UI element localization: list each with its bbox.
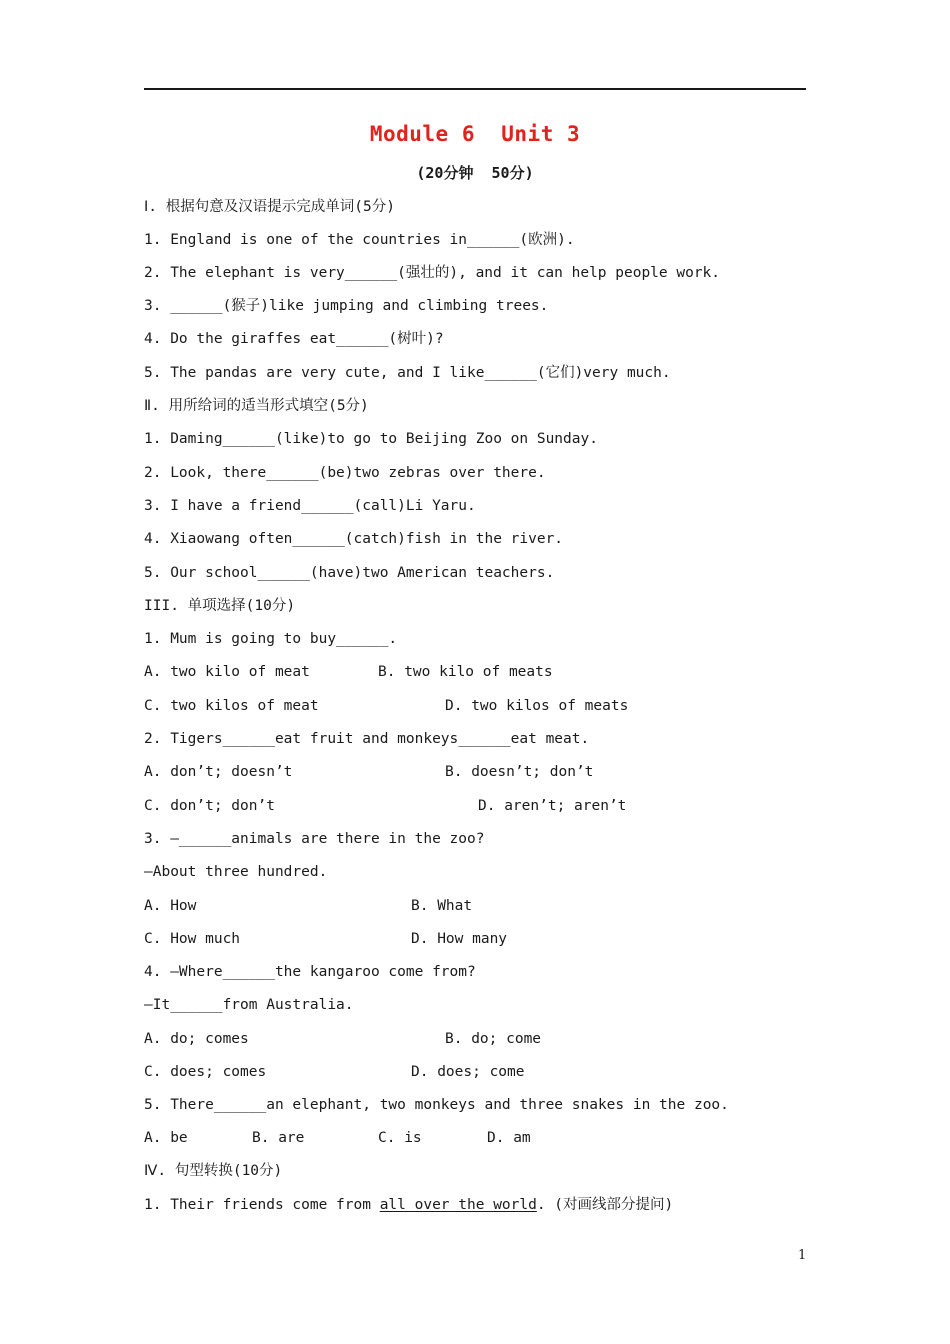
s3-q3-stem: 3. —______animals are there in the zoo? <box>144 831 485 847</box>
s3-q3-option-d: D. How many <box>411 931 508 947</box>
s4-item-1-suffix: . (对画线部分提问) <box>536 1197 674 1213</box>
section-3-heading: III. 单项选择(10分) <box>144 598 296 614</box>
s3-q2-option-c: C. don’t; don’t <box>144 798 275 814</box>
s3-q3-option-c: C. How much <box>144 931 241 947</box>
page-number: 1 <box>798 1248 807 1263</box>
s2-item-1: 1. Daming______(like)to go to Beijing Zoo on Sunday. <box>144 431 598 447</box>
s3-q2-option-d: D. aren’t; aren’t <box>478 798 627 814</box>
s2-item-2: 2. Look, there______(be)two zebras over there. <box>144 465 546 481</box>
s3-q1-option-c: C. two kilos of meat <box>144 698 319 714</box>
s3-q5-option-b: B. are <box>252 1130 305 1146</box>
s2-item-4: 4. Xiaowang often______(catch)fish in the river. <box>144 531 564 547</box>
section-1-heading: Ⅰ. 根据句意及汉语提示完成单词(5分) <box>144 199 395 215</box>
s3-q1-option-a: A. two kilo of meat <box>144 664 310 680</box>
s3-q1-stem: 1. Mum is going to buy______. <box>144 631 398 647</box>
s3-q4-option-d: D. does; come <box>411 1064 525 1080</box>
page-title: Module 6 Unit 3 <box>369 122 581 146</box>
s4-item-1-underlined: all over the world <box>379 1197 537 1213</box>
s4-item-1 <box>144 1195 673 1215</box>
section-4-heading: Ⅳ. 句型转换(10分) <box>144 1163 283 1179</box>
s3-q3-option-b: B. What <box>411 898 473 914</box>
s4-item-1-prefix: 1. Their friends come from <box>144 1197 380 1213</box>
s1-item-2: 2. The elephant is very______(强壮的), and it can help people work. <box>144 265 721 281</box>
s3-q4-option-c: C. does; comes <box>144 1064 267 1080</box>
s1-item-1: 1. England is one of the countries in______(欧洲). <box>144 232 575 248</box>
s3-q3-option-a: A. How <box>144 898 197 914</box>
s3-q2-option-b: B. doesn’t; don’t <box>445 764 594 780</box>
s3-q2-stem: 2. Tigers______eat fruit and monkeys______eat meat. <box>144 731 590 747</box>
page-subtitle: (20分钟 50分) <box>416 164 534 182</box>
s2-item-3: 3. I have a friend______(call)Li Yaru. <box>144 498 476 514</box>
s1-item-3: 3. ______(猴子)like jumping and climbing trees. <box>144 298 549 314</box>
s3-q4-reply: —It______from Australia. <box>144 997 354 1013</box>
header-rule <box>144 88 806 90</box>
s1-item-4: 4. Do the giraffes eat______(树叶)? <box>144 331 444 347</box>
s3-q5-option-a: A. be <box>144 1130 188 1146</box>
s3-q4-stem: 4. —Where______the kangaroo come from? <box>144 964 476 980</box>
s3-q1-option-d: D. two kilos of meats <box>445 698 629 714</box>
s3-q4-option-a: A. do; comes <box>144 1031 249 1047</box>
s1-item-5: 5. The pandas are very cute, and I like______(它们)very much. <box>144 365 671 381</box>
s3-q1-option-b: B. two kilo of meats <box>378 664 553 680</box>
s3-q3-reply: —About three hundred. <box>144 864 328 880</box>
s3-q5-stem: 5. There______an elephant, two monkeys and three snakes in the zoo. <box>144 1097 729 1113</box>
s3-q2-option-a: A. don’t; doesn’t <box>144 764 293 780</box>
s2-item-5: 5. Our school______(have)two American teachers. <box>144 565 555 581</box>
s3-q5-option-c: C. is <box>378 1130 422 1146</box>
s3-q5-option-d: D. am <box>487 1130 531 1146</box>
s3-q4-option-b: B. do; come <box>445 1031 542 1047</box>
section-2-heading: Ⅱ. 用所给词的适当形式填空(5分) <box>144 398 369 414</box>
